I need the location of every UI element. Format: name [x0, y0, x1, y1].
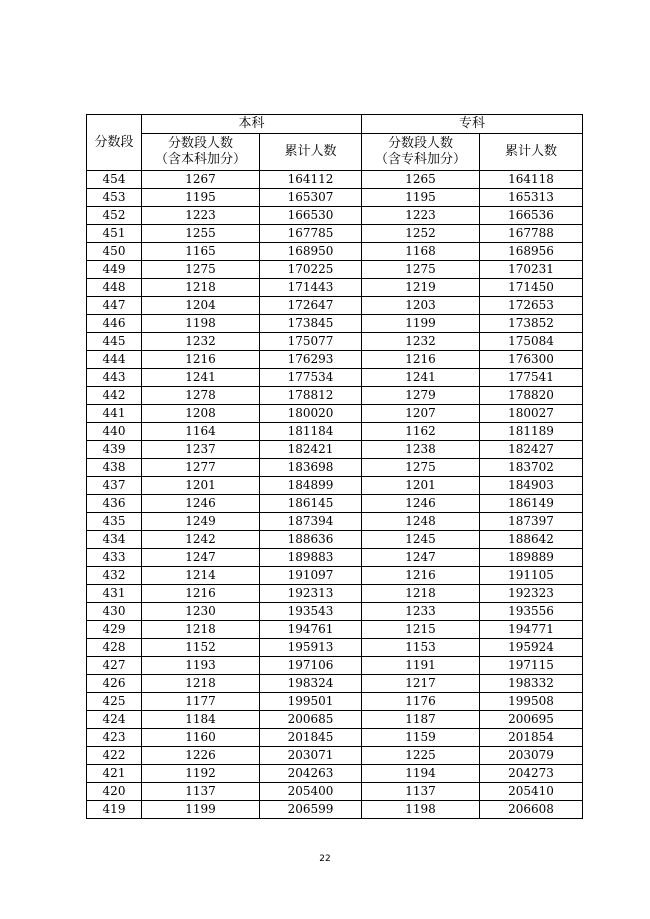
table-row	[87, 765, 583, 783]
benke-count-cell: 1255	[142, 225, 260, 243]
table-row	[87, 405, 583, 423]
zhuanke-cumulative-cell: 170231	[480, 261, 583, 279]
score-cell: 424	[87, 711, 142, 729]
benke-count-cell: 1198	[142, 315, 260, 333]
table-row	[87, 441, 583, 459]
zhuanke-count-cell: 1217	[362, 675, 480, 693]
benke-count-cell: 1230	[142, 603, 260, 621]
zhuanke-cumulative-cell: 191105	[480, 567, 583, 585]
score-cell: 437	[87, 477, 142, 495]
score-cell: 422	[87, 747, 142, 765]
score-distribution-table-container	[86, 114, 582, 819]
benke-count-cell: 1195	[142, 189, 260, 207]
benke-count-cell: 1218	[142, 279, 260, 297]
zhuanke-count-cell: 1191	[362, 657, 480, 675]
zhuanke-count-cell: 1252	[362, 225, 480, 243]
table-row	[87, 567, 583, 585]
benke-cumulative-cell: 197106	[260, 657, 362, 675]
benke-cumulative-cell: 173845	[260, 315, 362, 333]
zhuanke-cumulative-cell: 176300	[480, 351, 583, 369]
score-cell: 436	[87, 495, 142, 513]
zhuanke-count-cell: 1201	[362, 477, 480, 495]
zhuanke-count-cell: 1279	[362, 387, 480, 405]
table-row	[87, 351, 583, 369]
benke-cumulative-cell: 189883	[260, 549, 362, 567]
benke-count-cell: 1267	[142, 171, 260, 189]
benke-cumulative-cell: 191097	[260, 567, 362, 585]
table-row	[87, 387, 583, 405]
table-row	[87, 513, 583, 531]
score-cell: 428	[87, 639, 142, 657]
table-row	[87, 189, 583, 207]
zhuanke-cumulative-cell: 167788	[480, 225, 583, 243]
benke-cumulative-cell: 204263	[260, 765, 362, 783]
benke-count-cell: 1278	[142, 387, 260, 405]
zhuanke-count-cell: 1241	[362, 369, 480, 387]
benke-count-cell: 1275	[142, 261, 260, 279]
score-cell: 430	[87, 603, 142, 621]
benke-count-cell: 1218	[142, 675, 260, 693]
zhuanke-cumulative-cell: 166536	[480, 207, 583, 225]
zhuanke-cumulative-cell: 178820	[480, 387, 583, 405]
zhuanke-count-cell: 1232	[362, 333, 480, 351]
benke-count-cell: 1201	[142, 477, 260, 495]
benke-count-cell: 1199	[142, 801, 260, 819]
zhuanke-cumulative-cell: 180027	[480, 405, 583, 423]
score-cell: 454	[87, 171, 142, 189]
zhuanke-count-cell: 1216	[362, 351, 480, 369]
score-cell: 419	[87, 801, 142, 819]
zhuanke-cumulative-cell: 173852	[480, 315, 583, 333]
table-row	[87, 495, 583, 513]
table-row	[87, 261, 583, 279]
zhuanke-count-cell: 1199	[362, 315, 480, 333]
zhuanke-cumulative-cell: 181189	[480, 423, 583, 441]
score-cell: 453	[87, 189, 142, 207]
zhuanke-cumulative-cell: 171450	[480, 279, 583, 297]
zhuanke-cumulative-cell: 197115	[480, 657, 583, 675]
benke-cumulative-cell: 203071	[260, 747, 362, 765]
zhuanke-cumulative-cell: 168956	[480, 243, 583, 261]
benke-count-cell: 1216	[142, 585, 260, 603]
zhuanke-count-cell: 1187	[362, 711, 480, 729]
benke-cumulative-cell: 164112	[260, 171, 362, 189]
score-cell: 447	[87, 297, 142, 315]
zhuanke-cumulative-cell: 184903	[480, 477, 583, 495]
benke-group-header: 本科	[142, 115, 362, 134]
zhuanke-count-cell: 1225	[362, 747, 480, 765]
table-row	[87, 783, 583, 801]
benke-cumulative-cell: 178812	[260, 387, 362, 405]
benke-count-cell: 1184	[142, 711, 260, 729]
benke-cumulative-cell: 200685	[260, 711, 362, 729]
score-cell: 421	[87, 765, 142, 783]
zhuanke-count-cell: 1216	[362, 567, 480, 585]
benke-count-cell: 1164	[142, 423, 260, 441]
table-row	[87, 603, 583, 621]
zhuanke-cumulative-cell: 199508	[480, 693, 583, 711]
score-cell: 426	[87, 675, 142, 693]
score-column-header: 分数段	[87, 115, 142, 171]
table-row	[87, 171, 583, 189]
benke-cumulative-cell: 175077	[260, 333, 362, 351]
zhuanke-cumulative-cell: 205410	[480, 783, 583, 801]
zhuanke-count-cell: 1245	[362, 531, 480, 549]
benke-cumulative-cell: 172647	[260, 297, 362, 315]
zhuanke-count-cell: 1247	[362, 549, 480, 567]
page-number: 22	[319, 854, 331, 864]
zhuanke-count-cell: 1233	[362, 603, 480, 621]
benke-count-cell: 1137	[142, 783, 260, 801]
score-cell: 431	[87, 585, 142, 603]
benke-count-cell: 1160	[142, 729, 260, 747]
zhuanke-count-cell: 1162	[362, 423, 480, 441]
benke-count-cell: 1237	[142, 441, 260, 459]
zhuanke-count-cell: 1248	[362, 513, 480, 531]
table-row	[87, 459, 583, 477]
score-cell: 452	[87, 207, 142, 225]
zhuanke-cumulative-cell: 189889	[480, 549, 583, 567]
benke-cumulative-header: 累计人数	[260, 134, 362, 171]
zhuanke-cumulative-cell: 187397	[480, 513, 583, 531]
benke-count-cell: 1208	[142, 405, 260, 423]
score-cell: 448	[87, 279, 142, 297]
benke-cumulative-cell: 188636	[260, 531, 362, 549]
table-row	[87, 711, 583, 729]
zhuanke-count-cell: 1137	[362, 783, 480, 801]
benke-cumulative-cell: 194761	[260, 621, 362, 639]
table-row	[87, 369, 583, 387]
score-cell: 451	[87, 225, 142, 243]
score-cell: 449	[87, 261, 142, 279]
benke-cumulative-cell: 201845	[260, 729, 362, 747]
zhuanke-cumulative-cell: 165313	[480, 189, 583, 207]
table-row	[87, 243, 583, 261]
benke-cumulative-cell: 177534	[260, 369, 362, 387]
zhuanke-count-cell: 1207	[362, 405, 480, 423]
score-cell: 432	[87, 567, 142, 585]
zhuanke-count-cell: 1194	[362, 765, 480, 783]
table-row	[87, 477, 583, 495]
benke-count-cell: 1177	[142, 693, 260, 711]
zhuanke-count-cell: 1176	[362, 693, 480, 711]
score-cell: 445	[87, 333, 142, 351]
benke-count-cell: 1152	[142, 639, 260, 657]
score-cell: 446	[87, 315, 142, 333]
zhuanke-count-cell: 1203	[362, 297, 480, 315]
table-row	[87, 639, 583, 657]
benke-cumulative-cell: 205400	[260, 783, 362, 801]
benke-cumulative-cell: 193543	[260, 603, 362, 621]
table-row	[87, 315, 583, 333]
score-cell: 423	[87, 729, 142, 747]
benke-count-cell: 1277	[142, 459, 260, 477]
zhuanke-count-cell: 1275	[362, 261, 480, 279]
score-cell: 438	[87, 459, 142, 477]
zhuanke-cumulative-cell: 201854	[480, 729, 583, 747]
zhuanke-cumulative-cell: 203079	[480, 747, 583, 765]
benke-count-cell: 1192	[142, 765, 260, 783]
benke-cumulative-cell: 183698	[260, 459, 362, 477]
zhuanke-count-cell: 1215	[362, 621, 480, 639]
zhuanke-cumulative-cell: 175084	[480, 333, 583, 351]
benke-cumulative-cell: 176293	[260, 351, 362, 369]
table-row	[87, 225, 583, 243]
zhuanke-cumulative-header: 累计人数	[480, 134, 583, 171]
table-row	[87, 801, 583, 819]
table-body	[87, 171, 583, 819]
zhuanke-cumulative-cell: 198332	[480, 675, 583, 693]
zhuanke-count-header: 分数段人数 （含专科加分）	[362, 134, 480, 171]
table-row	[87, 423, 583, 441]
benke-cumulative-cell: 170225	[260, 261, 362, 279]
zhuanke-count-cell: 1153	[362, 639, 480, 657]
benke-count-cell: 1218	[142, 621, 260, 639]
zhuanke-count-cell: 1265	[362, 171, 480, 189]
benke-count-cell: 1241	[142, 369, 260, 387]
table-row	[87, 549, 583, 567]
benke-count-cell: 1247	[142, 549, 260, 567]
score-cell: 435	[87, 513, 142, 531]
zhuanke-cumulative-cell: 193556	[480, 603, 583, 621]
benke-count-cell: 1193	[142, 657, 260, 675]
benke-count-cell: 1223	[142, 207, 260, 225]
benke-cumulative-cell: 182421	[260, 441, 362, 459]
zhuanke-count-cell: 1275	[362, 459, 480, 477]
table-row	[87, 531, 583, 549]
benke-cumulative-cell: 195913	[260, 639, 362, 657]
benke-cumulative-cell: 186145	[260, 495, 362, 513]
score-cell: 429	[87, 621, 142, 639]
score-distribution-table	[86, 114, 583, 819]
zhuanke-count-cell: 1218	[362, 585, 480, 603]
table-row	[87, 657, 583, 675]
benke-cumulative-cell: 168950	[260, 243, 362, 261]
score-cell: 420	[87, 783, 142, 801]
score-cell: 434	[87, 531, 142, 549]
benke-cumulative-cell: 181184	[260, 423, 362, 441]
table-row	[87, 621, 583, 639]
score-cell: 433	[87, 549, 142, 567]
benke-cumulative-cell: 180020	[260, 405, 362, 423]
benke-cumulative-cell: 166530	[260, 207, 362, 225]
benke-cumulative-cell: 187394	[260, 513, 362, 531]
table-row	[87, 693, 583, 711]
zhuanke-cumulative-cell: 194771	[480, 621, 583, 639]
benke-cumulative-cell: 165307	[260, 189, 362, 207]
zhuanke-cumulative-cell: 172653	[480, 297, 583, 315]
zhuanke-cumulative-cell: 188642	[480, 531, 583, 549]
zhuanke-cumulative-cell: 200695	[480, 711, 583, 729]
benke-count-cell: 1232	[142, 333, 260, 351]
zhuanke-cumulative-cell: 204273	[480, 765, 583, 783]
zhuanke-count-cell: 1198	[362, 801, 480, 819]
benke-count-cell: 1246	[142, 495, 260, 513]
zhuanke-count-cell: 1223	[362, 207, 480, 225]
benke-cumulative-cell: 199501	[260, 693, 362, 711]
benke-count-cell: 1226	[142, 747, 260, 765]
table-header	[87, 115, 583, 171]
score-cell: 450	[87, 243, 142, 261]
table-row	[87, 675, 583, 693]
table-row	[87, 207, 583, 225]
score-cell: 439	[87, 441, 142, 459]
benke-cumulative-cell: 198324	[260, 675, 362, 693]
zhuanke-cumulative-cell: 206608	[480, 801, 583, 819]
score-cell: 441	[87, 405, 142, 423]
table-row	[87, 333, 583, 351]
zhuanke-cumulative-cell: 182427	[480, 441, 583, 459]
header-row-columns	[87, 134, 583, 171]
score-cell: 442	[87, 387, 142, 405]
table-row	[87, 279, 583, 297]
zhuanke-count-cell: 1219	[362, 279, 480, 297]
zhuanke-count-cell: 1246	[362, 495, 480, 513]
benke-cumulative-cell: 184899	[260, 477, 362, 495]
zhuanke-cumulative-cell: 192323	[480, 585, 583, 603]
score-cell: 425	[87, 693, 142, 711]
zhuanke-cumulative-cell: 186149	[480, 495, 583, 513]
benke-count-cell: 1249	[142, 513, 260, 531]
zhuanke-group-header: 专科	[362, 115, 583, 134]
benke-count-cell: 1204	[142, 297, 260, 315]
score-cell: 427	[87, 657, 142, 675]
benke-count-header: 分数段人数 （含本科加分）	[142, 134, 260, 171]
zhuanke-cumulative-cell: 183702	[480, 459, 583, 477]
benke-count-cell: 1165	[142, 243, 260, 261]
score-cell: 440	[87, 423, 142, 441]
benke-cumulative-cell: 206599	[260, 801, 362, 819]
zhuanke-count-cell: 1159	[362, 729, 480, 747]
table-row	[87, 297, 583, 315]
table-row	[87, 585, 583, 603]
benke-count-cell: 1214	[142, 567, 260, 585]
zhuanke-count-cell: 1168	[362, 243, 480, 261]
score-cell: 443	[87, 369, 142, 387]
zhuanke-count-cell: 1195	[362, 189, 480, 207]
table-row	[87, 747, 583, 765]
header-row-groups	[87, 115, 583, 134]
benke-count-cell: 1242	[142, 531, 260, 549]
benke-cumulative-cell: 192313	[260, 585, 362, 603]
score-cell: 444	[87, 351, 142, 369]
benke-cumulative-cell: 167785	[260, 225, 362, 243]
zhuanke-cumulative-cell: 195924	[480, 639, 583, 657]
zhuanke-cumulative-cell: 164118	[480, 171, 583, 189]
zhuanke-cumulative-cell: 177541	[480, 369, 583, 387]
table-row	[87, 729, 583, 747]
zhuanke-count-cell: 1238	[362, 441, 480, 459]
benke-count-cell: 1216	[142, 351, 260, 369]
benke-cumulative-cell: 171443	[260, 279, 362, 297]
